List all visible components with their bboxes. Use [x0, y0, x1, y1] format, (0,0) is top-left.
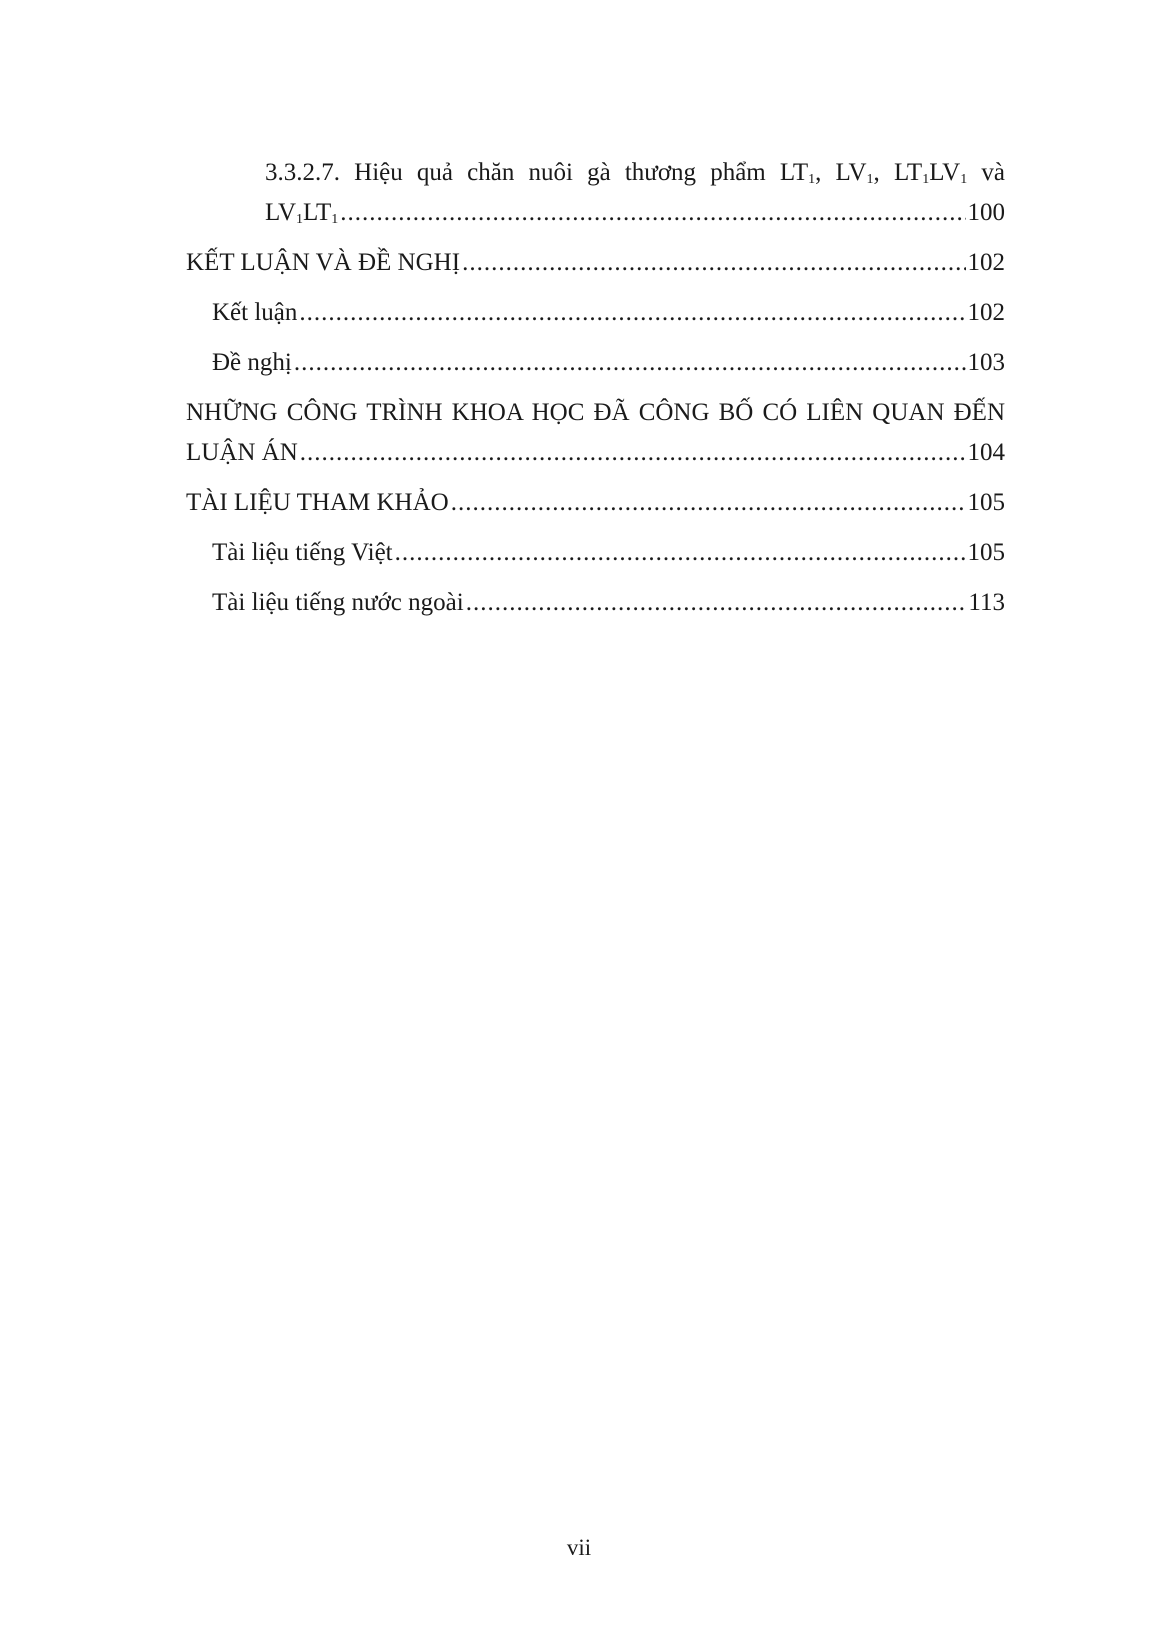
toc-entry-ket-luan-de-nghi[interactable] — [186, 248, 1005, 278]
dot-leader — [395, 538, 966, 568]
dot-leader — [451, 488, 966, 518]
toc-entry-3327-title: Hiệu — [354, 159, 403, 186]
toc-entry-label: KẾT LUẬN VÀ ĐỀ NGHỊ — [186, 249, 461, 276]
toc-entry-label: Kết luận — [212, 299, 298, 326]
toc-entry-de-nghi[interactable] — [212, 348, 1005, 378]
toc-entry-label: LUẬN ÁN — [186, 439, 298, 466]
toc-page-number: 105 — [967, 489, 1005, 516]
toc-entry-label: TÀI LIỆU THAM KHẢO — [186, 489, 449, 516]
toc-page-number: 104 — [967, 439, 1005, 466]
toc-page-number: 105 — [967, 539, 1005, 566]
toc-entry-ket-luan[interactable] — [212, 298, 1005, 328]
toc-page-number: 113 — [968, 589, 1005, 616]
toc-entry-cong-trinh-line2[interactable] — [186, 438, 1005, 468]
toc-entry-3327-line1: 3.3.2.7. Hiệu quả chăn nuôi gà thương phẩm $LT_1$, $LV_1$, $LT_1LV_1$ và — [265, 159, 1005, 187]
toc-entry-label: Tài liệu tiếng nước ngoài — [212, 589, 464, 616]
dot-leader — [299, 298, 965, 328]
toc-page-number: 102 — [967, 299, 1005, 326]
toc-entry-label: Tài liệu tiếng Việt — [212, 539, 393, 566]
dot-leader — [340, 198, 965, 228]
toc-page-number: 102 — [967, 249, 1005, 276]
toc-entry-label: NHỮNG CÔNG TRÌNH KHOA HỌC ĐÃ CÔNG BỐ CÓ LIÊN QUAN ĐẾN — [186, 399, 1005, 426]
toc-page-number: 103 — [967, 349, 1005, 376]
toc-entry-tai-lieu-nuoc-ngoai[interactable] — [212, 588, 1005, 618]
dot-leader — [294, 348, 966, 378]
dot-leader — [300, 438, 966, 468]
toc-entry-tai-lieu-tieng-viet[interactable] — [212, 538, 1005, 568]
toc-entry-tai-lieu-tham-khao[interactable] — [186, 488, 1005, 518]
page-number-footer: vii — [566, 1535, 592, 1560]
toc-entry-3327-line2[interactable] — [265, 198, 1005, 228]
dot-leader — [462, 248, 965, 278]
toc-page-number: 100 — [967, 199, 1005, 226]
toc-entry-3327-number: 3.3.2.7. — [265, 159, 340, 186]
toc-entry-3327-label2: $LV_1LT_1$ — [265, 199, 339, 227]
dot-leader — [466, 588, 967, 618]
toc-entry-label: Đề nghị — [212, 349, 292, 376]
toc-entry-cong-trinh-line1 — [186, 398, 1005, 428]
